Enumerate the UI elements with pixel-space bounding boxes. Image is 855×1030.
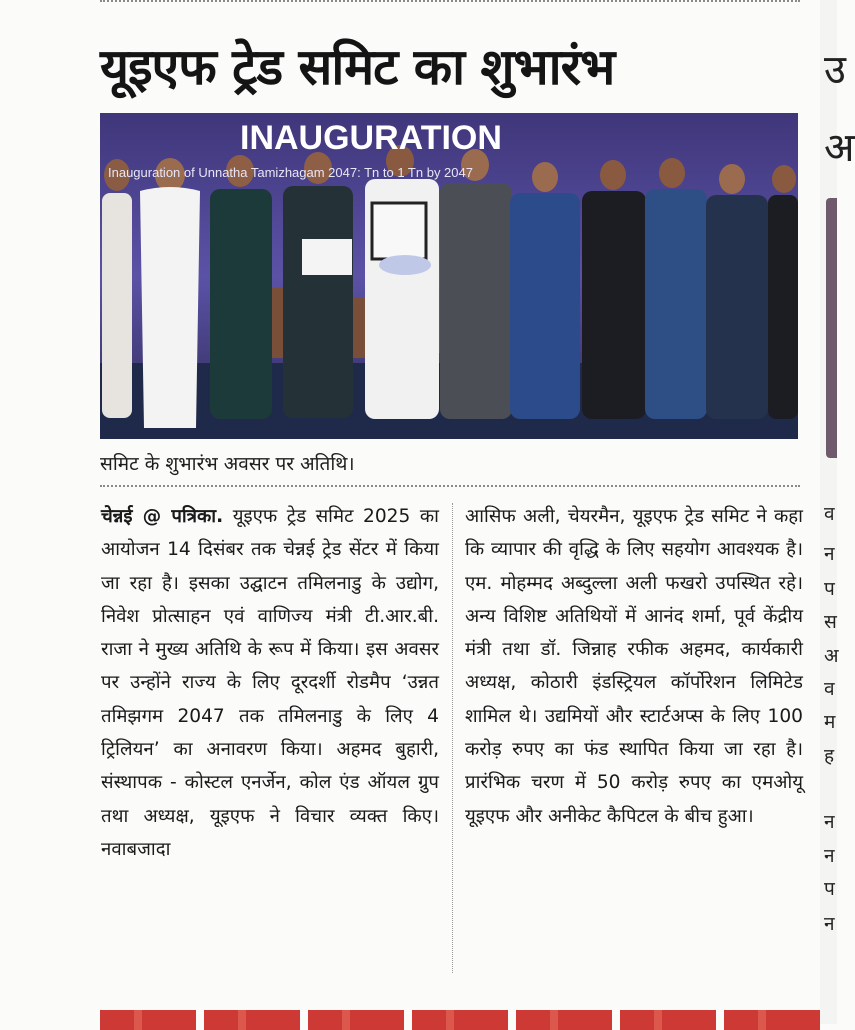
caption-dotted-rule [100,485,800,487]
news-photo [100,113,798,439]
article-column-left [101,500,439,866]
photo-caption: समिट के शुभारंभ अवसर पर अतिथि। [100,453,355,475]
article-body-right: आसिफ अली, चेयरमैन, यूइएफ ट्रेड समिट ने कहा कि व्यापार की वृद्धि के लिए सहयोग आवश्यक है। एम. मोहम्मद अब्दुल्ला अली फखरो उपस्थित रहे। अन्य विशिष्ट अतिथियों में आनंद शर्मा, पूर्व केंद्रीय मंत्री तथा डॉ. जिन्नाह रफीक अहमद, कार्यकारी अध्यक्ष, कोठारी इंडस्ट्रियल कॉर्पोरेशन लिमिटेड शामिल थे। उद्यमियों और स्टार्टअप्स के लिए 100 करोड़ रुपए का फंड स्थापित किया जा रहा है। प्रारंभिक चरण में 50 करोड़ रुपए का एमओयू यूइएफ और अनीकेट कैपिटल के बीच हुआ। [465,506,803,827]
edge-fragment: न [824,913,835,935]
photo-illustration [100,113,798,439]
article-dateline: चेन्नई @ पत्रिका. [101,506,224,527]
edge-fragment: अ [824,125,855,171]
photo-banner-subtext: Inauguration of Unnatha Tamizhagam 2047: Tn to 1 Tn by 2047 [108,165,473,180]
edge-fragment: व [824,503,835,525]
edge-fragment: व [824,678,835,700]
edge-fragment: अ [824,645,839,667]
edge-fragment: म [824,711,836,733]
adjacent-article-edge [820,0,855,1024]
top-dotted-rule [100,0,800,2]
article-column-right [465,500,803,833]
edge-fragment: उ [824,47,846,93]
photo-banner-text: INAUGURATION [240,119,502,157]
edge-fragment: न [824,811,835,833]
column-divider [452,503,453,973]
adjacent-photo-edge [826,198,837,458]
edge-fragment: न [824,845,835,867]
edge-fragment: प [824,878,835,900]
next-headline-edge [100,1010,820,1030]
edge-fragment: प [824,578,835,600]
edge-fragment: न [824,543,835,565]
edge-fragment: ह [824,745,835,767]
article-body-left: यूइएफ ट्रेड समिट 2025 का आयोजन 14 दिसंबर तक चेन्नई ट्रेड सेंटर में किया जा रहा है। इसका उद्घाटन तमिलनाडु के उद्योग, निवेश प्रोत्साहन एवं वाणिज्य मंत्री टी.आर.बी. राजा ने मुख्य अतिथि के रूप में किया। इस अवसर पर उन्होंने राज्य के लिए दूरदर्शी रोडमैप ‘उन्नत तमिझगम 2047 तक तमिलनाडु के लिए 4 ट्रिलियन’ का अनावरण किया। अहमद बुहारी, संस्थापक - कोस्टल एनर्जेन, कोल एंड ऑयल ग्रुप तथा अध्यक्ष, यूइएफ ने विचार व्यक्त किए। नवाबजादा [101,506,439,860]
edge-fragment: स [824,611,837,633]
page-title: यूइएफ ट्रेड समिट का शुभारंभ [100,37,615,96]
